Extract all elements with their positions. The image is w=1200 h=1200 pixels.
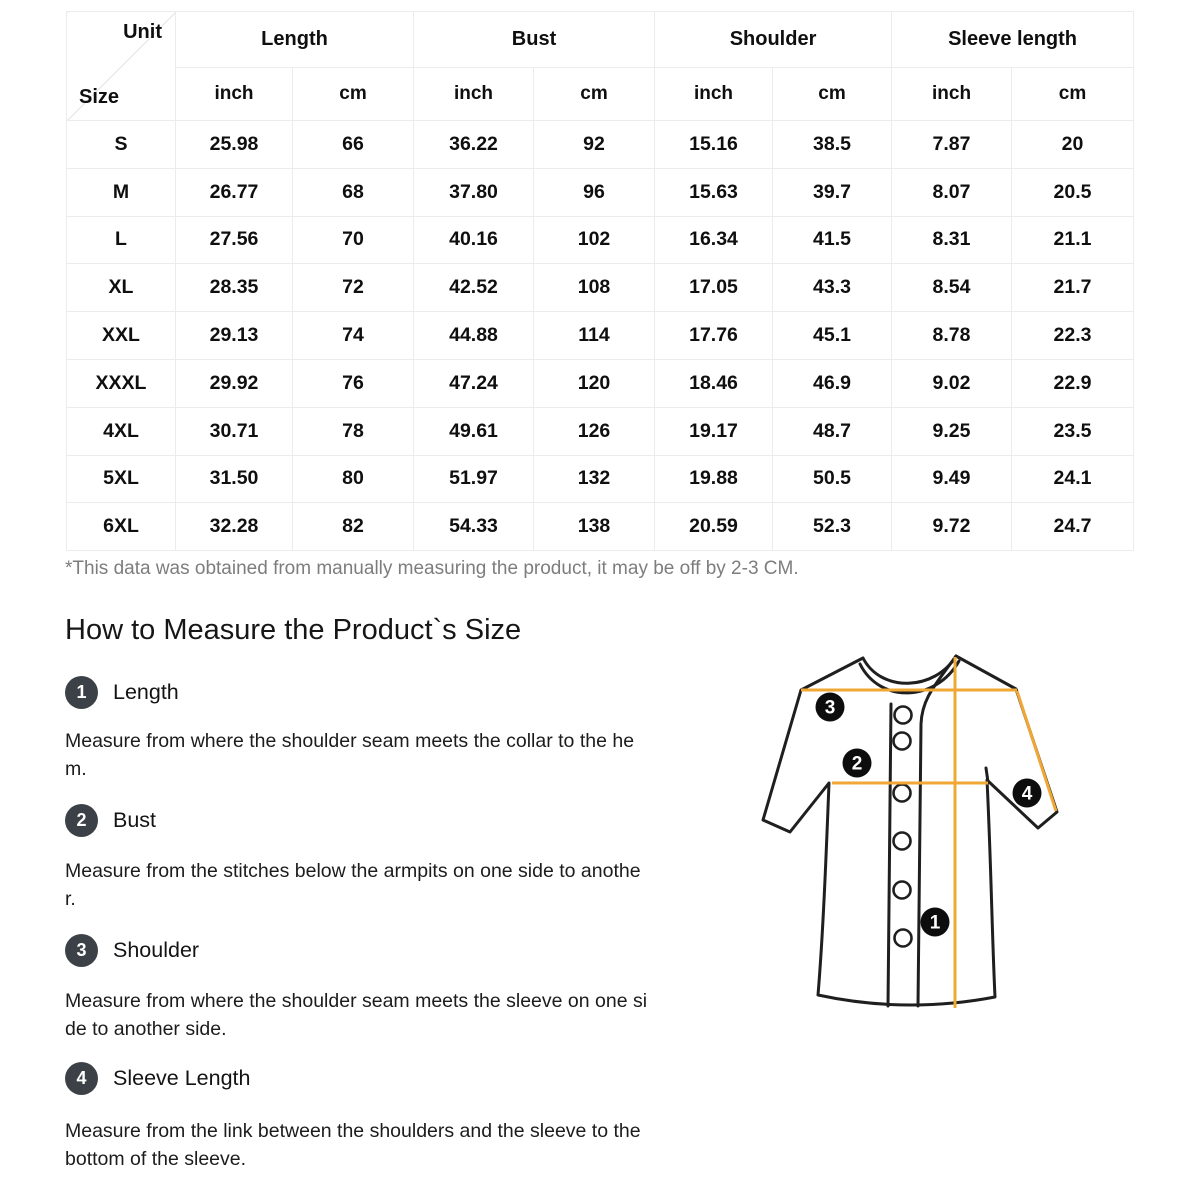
value-cell: 26.77 [176, 168, 293, 216]
value-cell: 138 [534, 503, 655, 551]
table-row [67, 455, 1134, 503]
value-cell: 8.78 [892, 312, 1012, 360]
value-cell: 126 [534, 407, 655, 455]
value-cell: 47.24 [414, 359, 534, 407]
value-cell: 102 [534, 216, 655, 264]
step-4-label: Sleeve Length [113, 1066, 251, 1090]
step-2-label: Bust [113, 808, 157, 832]
value-cell: 80 [293, 455, 414, 503]
value-cell: 120 [534, 359, 655, 407]
size-chart-table [66, 11, 1134, 551]
step-1-description: Measure from where the shoulder seam meets the collar to the hem. [65, 730, 635, 780]
value-cell: 24.7 [1012, 503, 1134, 551]
step-4-badge: 4 [65, 1062, 98, 1095]
value-cell: 40.16 [414, 216, 534, 264]
value-cell: 66 [293, 121, 414, 169]
value-cell: 31.50 [176, 455, 293, 503]
button-icon [894, 833, 911, 850]
value-cell: 50.5 [773, 455, 892, 503]
armpit-seam-tick [986, 768, 988, 782]
unit-header-cell: cm [773, 68, 892, 121]
step-bust [65, 804, 156, 837]
value-cell: 8.54 [892, 264, 1012, 312]
value-cell: 16.34 [655, 216, 773, 264]
unit-header-cell: cm [293, 68, 414, 121]
step-1-badge: 1 [65, 676, 98, 709]
value-cell: 25.98 [176, 121, 293, 169]
marker-3-number: 3 [824, 697, 836, 719]
unit-header-cell: inch [892, 68, 1012, 121]
value-cell: 41.5 [773, 216, 892, 264]
value-cell: 21.1 [1012, 216, 1134, 264]
value-cell: 23.5 [1012, 407, 1134, 455]
step-3-label: Shoulder [113, 938, 200, 962]
value-cell: 15.16 [655, 121, 773, 169]
step-shoulder [65, 934, 199, 967]
step-3-description: Measure from where the shoulder seam meets the sleeve on one side to another side. [65, 990, 648, 1040]
value-cell: 30.71 [176, 407, 293, 455]
value-cell: 21.7 [1012, 264, 1134, 312]
table-row [67, 264, 1134, 312]
jersey-diagram-icon [740, 640, 1160, 1060]
corner-unit-label: Unit [123, 21, 162, 43]
value-cell: 15.63 [655, 168, 773, 216]
table-row [67, 359, 1134, 407]
table-row [67, 312, 1134, 360]
value-cell: 68 [293, 168, 414, 216]
table-row [67, 121, 1134, 169]
table-row [67, 503, 1134, 551]
value-cell: 18.46 [655, 359, 773, 407]
value-cell: 108 [534, 264, 655, 312]
step-2-badge: 2 [65, 804, 98, 837]
button-icon [894, 785, 911, 802]
value-cell: 37.80 [414, 168, 534, 216]
corner-cell [67, 12, 176, 121]
value-cell: 49.61 [414, 407, 534, 455]
button-icon [894, 733, 911, 750]
value-cell: 46.9 [773, 359, 892, 407]
value-cell: 45.1 [773, 312, 892, 360]
value-cell: 70 [293, 216, 414, 264]
group-header-row [67, 12, 1134, 68]
value-cell: 17.76 [655, 312, 773, 360]
value-cell: 9.25 [892, 407, 1012, 455]
size-cell: L [67, 216, 176, 264]
group-header-shoulder: Shoulder [655, 12, 892, 68]
value-cell: 54.33 [414, 503, 534, 551]
value-cell: 132 [534, 455, 655, 503]
size-cell: 4XL [67, 407, 176, 455]
value-cell: 36.22 [414, 121, 534, 169]
unit-header-cell: inch [414, 68, 534, 121]
value-cell: 38.5 [773, 121, 892, 169]
step-2-description: Measure from the stitches below the armpits on one side to another. [65, 860, 641, 910]
value-cell: 74 [293, 312, 414, 360]
button-icon [894, 882, 911, 899]
value-cell: 9.72 [892, 503, 1012, 551]
marker-1-number: 1 [929, 912, 941, 934]
unit-header-cell: cm [1012, 68, 1134, 121]
value-cell: 7.87 [892, 121, 1012, 169]
marker-4-number: 4 [1021, 783, 1033, 805]
value-cell: 72 [293, 264, 414, 312]
value-cell: 8.07 [892, 168, 1012, 216]
value-cell: 19.17 [655, 407, 773, 455]
unit-header-cell: inch [176, 68, 293, 121]
value-cell: 20 [1012, 121, 1134, 169]
value-cell: 29.92 [176, 359, 293, 407]
value-cell: 20.5 [1012, 168, 1134, 216]
step-1-label: Length [113, 680, 179, 704]
value-cell: 20.59 [655, 503, 773, 551]
step-3-badge: 3 [65, 934, 98, 967]
size-cell: XL [67, 264, 176, 312]
value-cell: 43.3 [773, 264, 892, 312]
table-row [67, 168, 1134, 216]
value-cell: 51.97 [414, 455, 534, 503]
unit-header-cell: inch [655, 68, 773, 121]
jersey-measure-diagram [740, 640, 1160, 1060]
value-cell: 27.56 [176, 216, 293, 264]
value-cell: 76 [293, 359, 414, 407]
unit-header-cell: cm [534, 68, 655, 121]
value-cell: 19.88 [655, 455, 773, 503]
size-cell: 6XL [67, 503, 176, 551]
size-cell: XXL [67, 312, 176, 360]
value-cell: 22.3 [1012, 312, 1134, 360]
step-4-description: Measure from the link between the shoulders and the sleeve to the bottom of the sleeve. [65, 1120, 641, 1170]
value-cell: 32.28 [176, 503, 293, 551]
group-header-length: Length [176, 12, 414, 68]
group-header-bust: Bust [414, 12, 655, 68]
size-cell: M [67, 168, 176, 216]
table-row [67, 407, 1134, 455]
value-cell: 9.02 [892, 359, 1012, 407]
table-footnote: *This data was obtained from manually measuring the product, it may be off by 2-3 CM. [65, 558, 799, 579]
value-cell: 17.05 [655, 264, 773, 312]
size-cell: 5XL [67, 455, 176, 503]
value-cell: 92 [534, 121, 655, 169]
button-icon [895, 707, 912, 724]
size-cell: S [67, 121, 176, 169]
value-cell: 22.9 [1012, 359, 1134, 407]
table-row [67, 216, 1134, 264]
value-cell: 114 [534, 312, 655, 360]
value-cell: 28.35 [176, 264, 293, 312]
value-cell: 9.49 [892, 455, 1012, 503]
step-sleeve-length [65, 1062, 250, 1095]
corner-size-label: Size [79, 86, 120, 108]
size-table-body [67, 121, 1134, 551]
size-cell: XXXL [67, 359, 176, 407]
unit-header-row [67, 68, 1134, 121]
value-cell: 39.7 [773, 168, 892, 216]
step-length [65, 676, 179, 709]
group-header-sleeve-length: Sleeve length [892, 12, 1134, 68]
value-cell: 96 [534, 168, 655, 216]
value-cell: 82 [293, 503, 414, 551]
value-cell: 78 [293, 407, 414, 455]
value-cell: 42.52 [414, 264, 534, 312]
value-cell: 8.31 [892, 216, 1012, 264]
value-cell: 29.13 [176, 312, 293, 360]
value-cell: 48.7 [773, 407, 892, 455]
marker-2-number: 2 [851, 753, 863, 775]
value-cell: 44.88 [414, 312, 534, 360]
value-cell: 52.3 [773, 503, 892, 551]
how-to-measure-heading: How to Measure the Product`s Size [65, 614, 522, 646]
button-icon [895, 930, 912, 947]
value-cell: 24.1 [1012, 455, 1134, 503]
